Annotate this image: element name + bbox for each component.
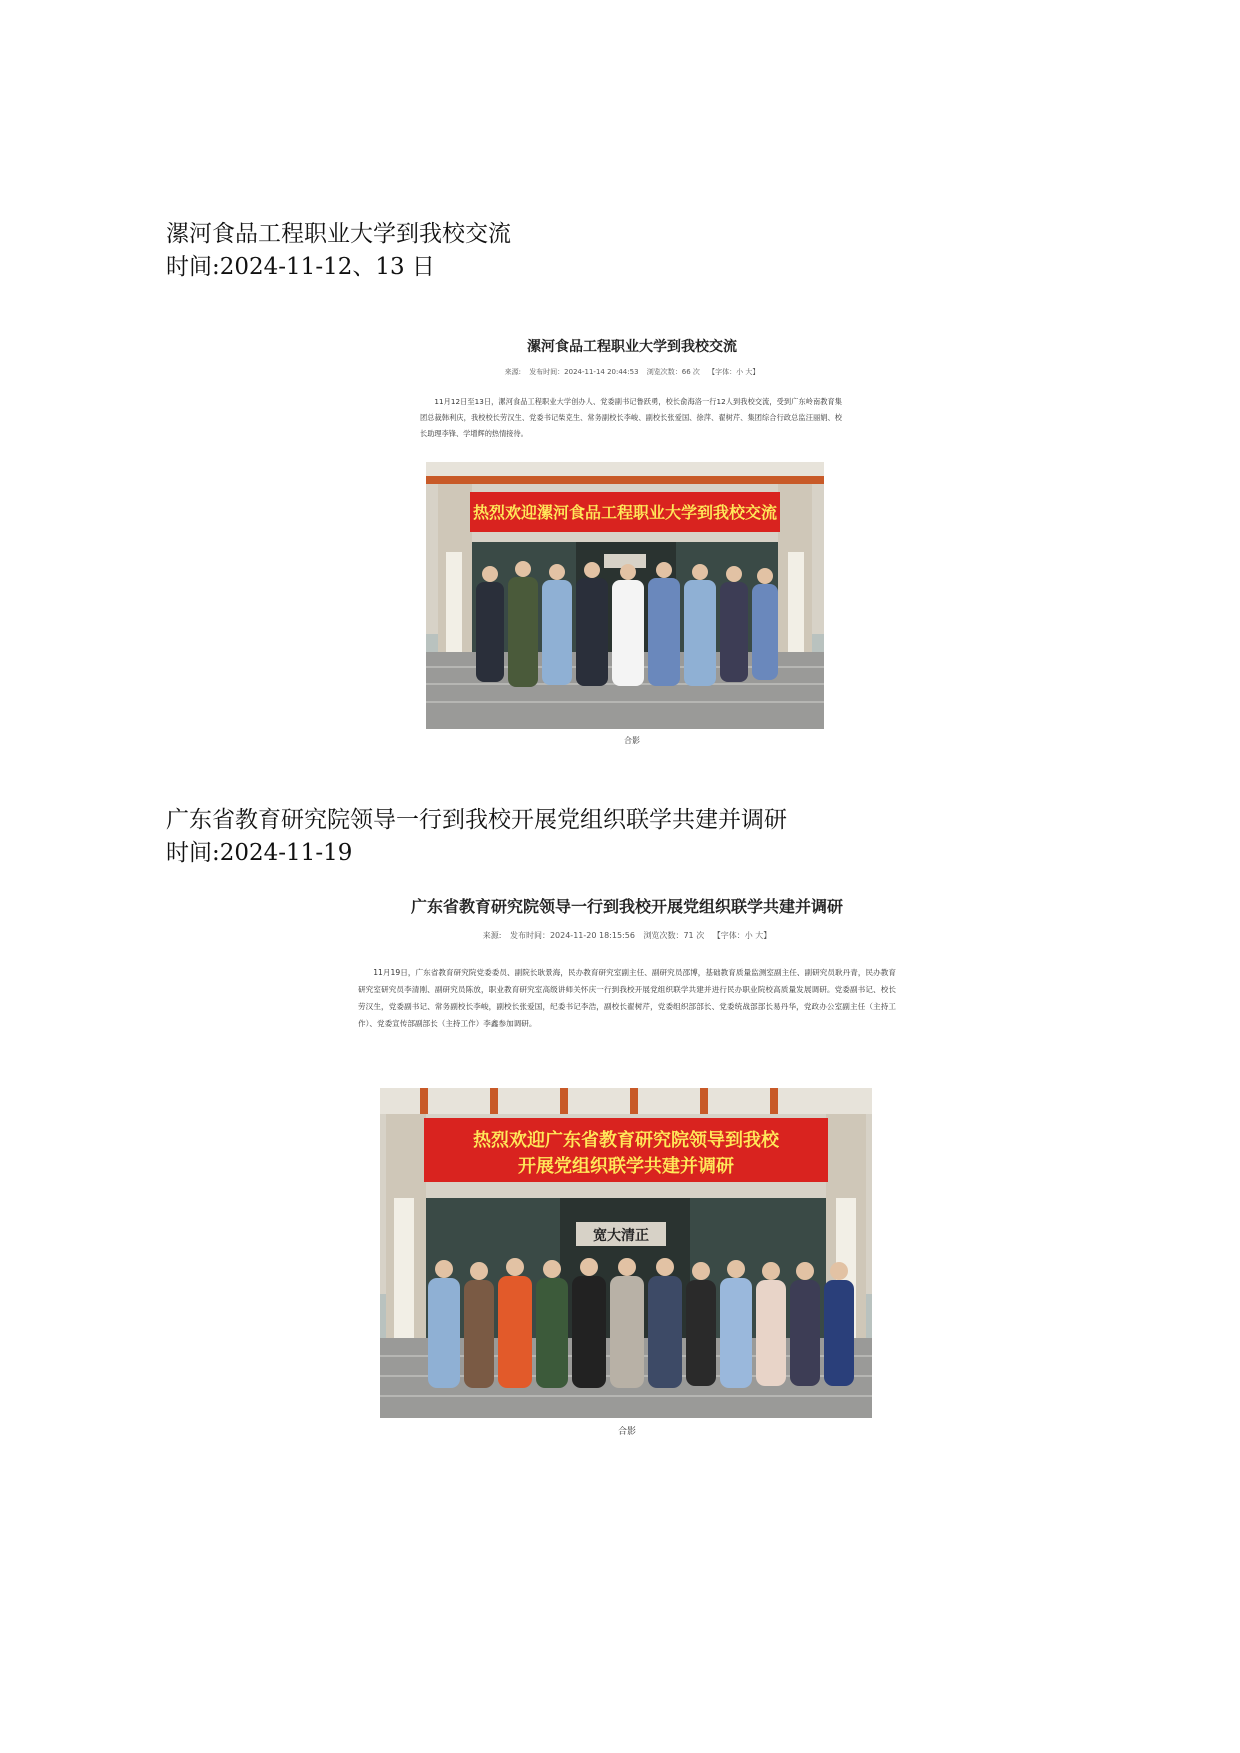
clip-2-body: 11月19日，广东省教育研究院党委委员、副院长耿景海，民办教育研究室副主任、副研究员邵博，基础教育质量监测室副主任、副研究员耿丹青，民办教育研究室研究员李清刚、副研究员陈放，职业教育研究室高级讲师关怀庆一行到我校开展党组织联学共建并进行民办职业院校高质量发展调研。党委副书记、校长劳汉生，党委副书记、常务副校长李峻，副校长张爱国，纪委书记李浩，副校长翟树芹，党委组织部部长、党委统战部部长易丹华，党政办公室副主任（主持工作）、党委宣传部副部长（主持工作）李鑫参加调研。 (358, 968, 896, 1028)
clip-1-body: 11月12日至13日，漯河食品工程职业大学创办人、党委副书记鲁跃勇，校长俞海洛一行12人到我校交流，受到广东岭南教育集团总裁韩利庆，我校校长劳汉生、党委书记柴克生、常务副校长李峻、副校长张爱国、徐萍、翟树芹、集团综合行政总监汪丽娟、校长助理李锋、学增辉的热情接待。 (420, 397, 842, 438)
clip-1-photo-caption: 合影 (624, 736, 640, 745)
clip-1-source: 来源: (504, 368, 521, 376)
clip-2-title: 广东省教育研究院领导一行到我校开展党组织联学共建并调研 (410, 897, 843, 916)
clip-1-title: 漯河食品工程职业大学到我校交流 (527, 339, 737, 355)
section-1-heading: 漯河食品工程职业大学到我校交流 (166, 221, 511, 247)
clip-2-photo-caption: 合影 (617, 1427, 636, 1437)
clip-1-publish-time: 发布时间：2024-11-14 20:44:53 (529, 368, 639, 376)
section-1-date: 时间:2024-11-12、13 日 (166, 254, 435, 280)
section-2-heading: 广东省教育研究院领导一行到我校开展党组织联学共建并调研 (166, 807, 787, 833)
section-2-date: 时间:2024-11-19 (166, 840, 353, 866)
clip-1-banner-text: 热烈欢迎漯河食品工程职业大学到我校交流 (472, 503, 778, 522)
clip-2-source: 来源: (482, 931, 502, 940)
clip-2-banner-line-1: 热烈欢迎广东省教育研究院领导到我校 (473, 1130, 779, 1151)
clip-2-views: 浏览次数：71 次 (643, 931, 705, 940)
clip-1-meta (416, 367, 848, 377)
clip-1-views: 浏览次数：66 次 (646, 368, 700, 376)
clip-1-font-size: 【字体：小 大】 (708, 368, 760, 376)
clip-2-door-plaque: 宽大清正 (593, 1228, 649, 1244)
clip-2-group-photo (380, 1088, 872, 1418)
clip-1-group-photo (426, 462, 824, 729)
clip-2-banner-line-2: 开展党组织联学共建并调研 (518, 1156, 734, 1177)
clip-2-meta (358, 930, 896, 941)
section-1-article-clip (416, 330, 848, 750)
clip-2-publish-time: 发布时间：2024-11-20 18:15:56 (509, 931, 635, 940)
section-2-article-clip (358, 888, 896, 1448)
clip-2-font-size: 【字体：小 大】 (712, 931, 772, 940)
